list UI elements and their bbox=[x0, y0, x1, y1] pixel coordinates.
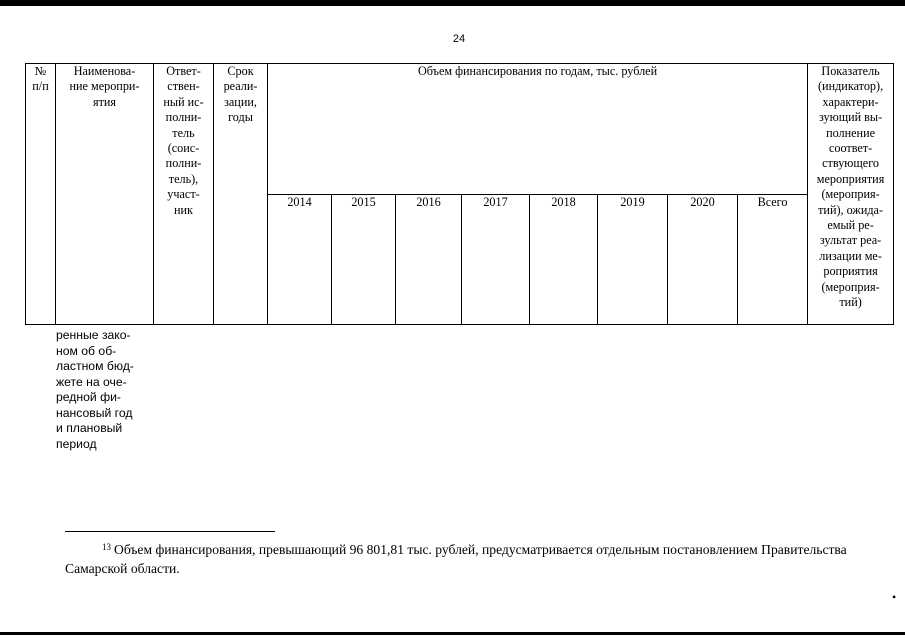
header-number: № п/п bbox=[26, 64, 56, 325]
header-total: Всего bbox=[738, 194, 808, 325]
footnote bbox=[65, 538, 875, 578]
top-border-rule bbox=[0, 0, 905, 6]
header-name: Наименова- ние меропри- ятия bbox=[56, 64, 154, 325]
header-executor: Ответ- ствен- ный ис- полни- тель (соис- полни- тель), участ- ник bbox=[154, 64, 214, 325]
footnote-text: Объем финансирования, превышающий 96 801,81 тыс. рублей, предусматривается отдельным постановлением Правительства Самарской области. bbox=[65, 542, 847, 576]
footnote-marker: 13 bbox=[102, 542, 111, 552]
header-funding-group: Объем финансирования по годам, тыс. рублей bbox=[268, 64, 808, 195]
header-year: 2017 bbox=[462, 194, 530, 325]
speck-mark: • bbox=[892, 590, 897, 604]
header-year: 2019 bbox=[598, 194, 668, 325]
header-term: Срок реали- зации, годы bbox=[214, 64, 268, 325]
header-indicator: Показатель (индикатор), характери- зующий вы- полнение соответ- ствующего мероприятия (мероприя- тий), ожида- емый ре- зультат реа- лизации ме- роприятия (мероприя- тий) bbox=[808, 64, 894, 325]
header-year: 2018 bbox=[530, 194, 598, 325]
header-year: 2015 bbox=[332, 194, 396, 325]
bottom-border-rule bbox=[0, 632, 905, 635]
header-year: 2016 bbox=[396, 194, 462, 325]
header-year: 2014 bbox=[268, 194, 332, 325]
continuation-text: ренные зако- ном об об- ластном бюд- жете на оче- редной фи- нансовый год и плановый период bbox=[56, 328, 134, 451]
header-year: 2020 bbox=[668, 194, 738, 325]
header-row-1 bbox=[26, 64, 894, 195]
footnote-divider bbox=[65, 531, 275, 532]
page-number: 24 bbox=[452, 33, 466, 45]
financing-table bbox=[25, 63, 894, 325]
